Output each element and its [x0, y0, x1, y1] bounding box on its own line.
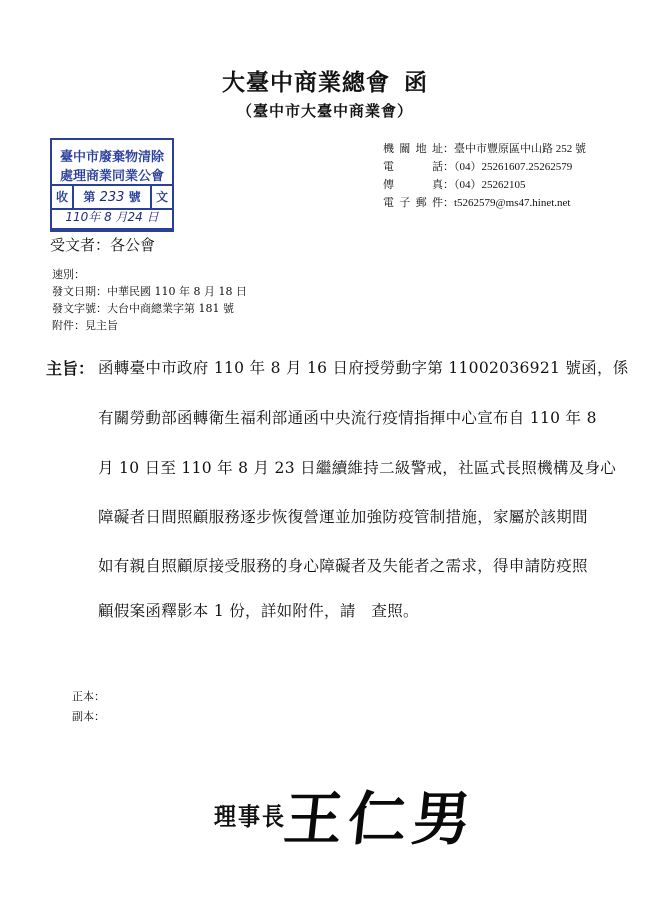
- stamp-date-row: [50, 206, 174, 230]
- contact-phone: 電 話：（04）25261607.25262579: [383, 158, 572, 174]
- stamp-number-cell: [74, 186, 150, 208]
- fax-label: 傳 真: [383, 179, 443, 191]
- meta-speed: 速別：: [52, 268, 85, 281]
- phone-label: 電 話: [383, 161, 443, 173]
- subject-line: 月 10 日至 110 年 8 月 23 日繼續維持二級警戒，社區式長照機構及身心: [98, 459, 617, 477]
- meta-attachment: 附件：見主旨: [52, 319, 118, 332]
- recipient: 受文者：各公會: [50, 236, 156, 254]
- subject-line: 有關勞動部函轉衛生福利部通函中央流行疫情指揮中心宣布自 110 年 8: [98, 409, 597, 427]
- meta-doc-number: 發文字號：大台中商總業字第 181 號: [52, 302, 234, 315]
- signatory-name-seal: 王仁男: [280, 785, 481, 853]
- stamp-org-line2: 處理商業同業公會: [59, 169, 164, 184]
- receipt-stamp: [50, 138, 174, 232]
- contact-fax: 傳 真：（04）25262105: [383, 176, 526, 192]
- contact-address: 機關地址：臺中市豐原區中山路 252 號: [383, 140, 586, 156]
- address-label: 機關地址: [383, 143, 443, 155]
- cc-copy-label: 副本：: [72, 710, 105, 723]
- stamp-date: 110年 8 月24 日: [65, 210, 159, 224]
- subject-line: 函轉臺中市政府 110 年 8 月 16 日府授勞動字第 11002036921 號函，係: [98, 359, 629, 377]
- contact-email: 電子郵件：t5262579@ms47.hinet.net: [383, 194, 570, 210]
- stamp-number-suffix: 號: [128, 190, 141, 204]
- email-label: 電子郵件: [383, 197, 443, 209]
- meta-issue-date: 發文日期：中華民國 110 年 8 月 18 日: [52, 285, 247, 298]
- stamp-number-prefix: 第: [83, 190, 96, 204]
- subject-line: 障礙者日間照顧服務逐步恢復營運並加強防疫管制措施，家屬於該期間: [98, 508, 588, 526]
- address-value: 臺中市豐原區中山路 252 號: [454, 143, 586, 155]
- stamp-received-label: 收: [52, 186, 74, 208]
- document-title: [0, 64, 650, 97]
- issuing-organization: 大臺中商業總會: [222, 69, 390, 96]
- stamp-doc-label: 文: [150, 186, 172, 208]
- main-copy-label: 正本：: [72, 690, 105, 703]
- phone-value: （04）25261607.25262579: [454, 161, 573, 173]
- subject-line: 如有親自照顧原接受服務的身心障礙者及失能者之需求，得申請防疫照: [98, 557, 588, 575]
- signatory-title: 理事長: [214, 802, 287, 832]
- subject-line: 顧假案函釋影本 1 份，詳如附件，請 查照。: [98, 602, 419, 620]
- stamp-number: 233: [99, 190, 125, 205]
- stamp-org-line1: 臺中市廢棄物清除: [59, 150, 164, 165]
- email-value: t5262579@ms47.hinet.net: [454, 197, 571, 209]
- fax-value: （04）25262105: [454, 179, 526, 191]
- document-subtitle: （臺中市大臺中商業會）: [236, 102, 413, 120]
- document-type: 函: [404, 69, 428, 96]
- subject-label: 主旨：: [46, 359, 95, 378]
